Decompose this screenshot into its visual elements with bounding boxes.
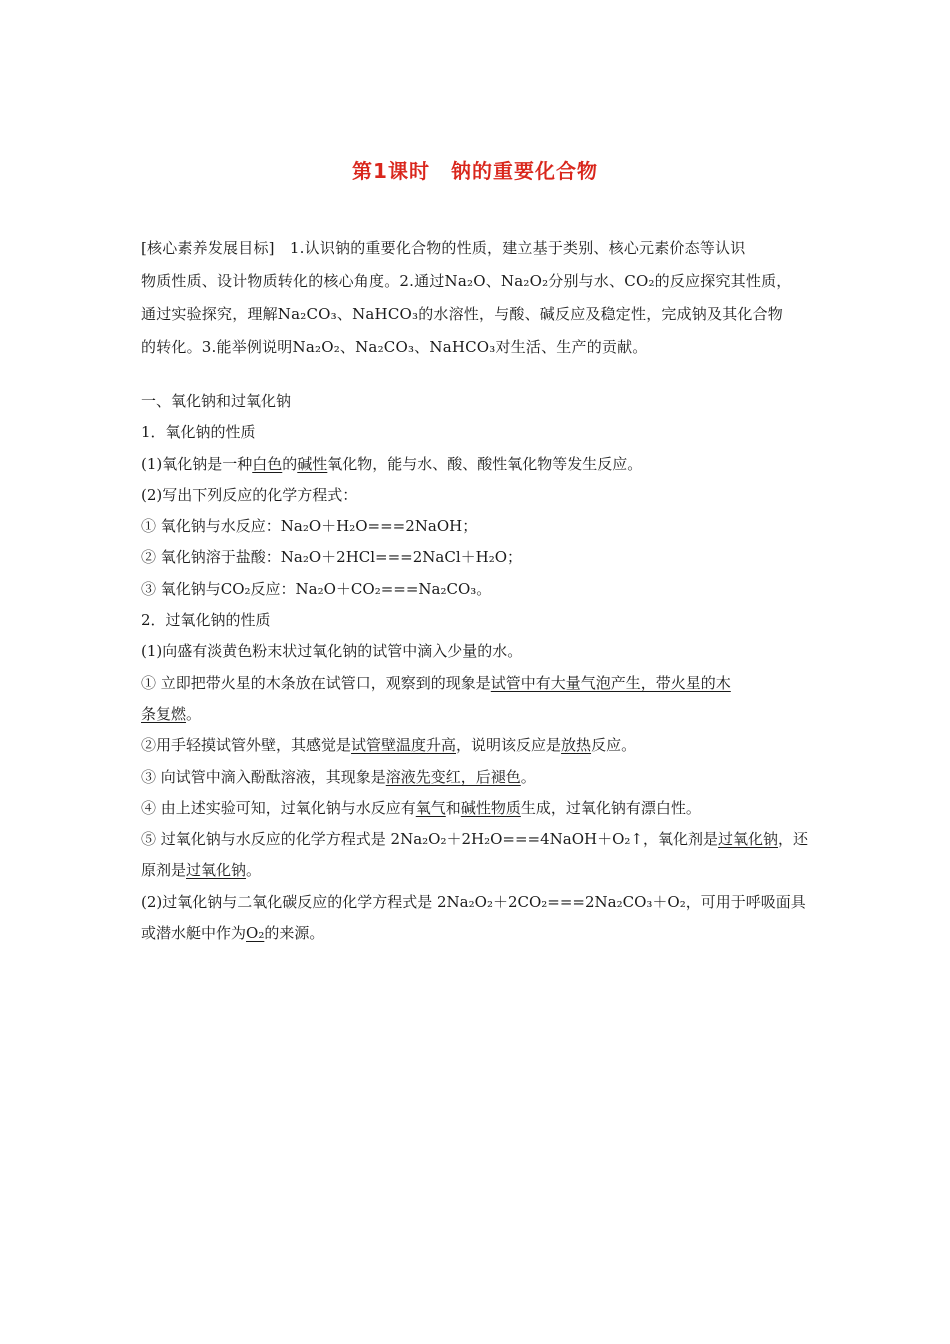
paragraph — [141, 762, 817, 793]
page-title: 第1课时 钠的重要化合物 — [352, 159, 598, 183]
text: (1)氧化钠是一种 — [141, 454, 253, 473]
intro-line: [核心素养发展目标] 1.认识钠的重要化合物的性质，建立基于类别、核心元素价态等认识 — [141, 239, 746, 257]
text: ②用手轻摸试管外壁，其感觉是 — [141, 736, 352, 755]
equation: ② 氧化钠溶于盐酸：Na₂O＋2HCl===2NaCl＋H₂O； — [141, 548, 523, 567]
answer-blank: O₂ — [246, 924, 265, 943]
text: 的 — [282, 454, 298, 473]
text: 氧化物，能与水、酸、酸性氧化物等发生反应。 — [327, 454, 643, 473]
text: 。 — [520, 767, 536, 786]
paragraph — [141, 793, 817, 824]
subsection-heading: 1．氧化钠的性质 — [141, 423, 256, 442]
text: 原剂是 — [141, 861, 187, 880]
answer-blank: 碱性物质 — [460, 798, 521, 817]
text: ① 立即把带火星的木条放在试管口，观察到的现象是 — [141, 673, 491, 692]
answer-blank: 试管壁温度升高 — [351, 736, 457, 755]
answer-blank: 碱性 — [297, 454, 328, 473]
paragraph: (2)过氧化钠与二氧化碳反应的化学方程式是 2Na₂O₂＋2CO₂===2Na₂CO₃＋O₂，可用于呼吸面具 — [141, 892, 806, 911]
text: 。 — [246, 861, 262, 880]
paragraph — [141, 730, 817, 761]
paragraph: (2)写出下列反应的化学方程式： — [141, 485, 358, 504]
section-heading: 一、氧化钠和过氧化钠 — [141, 392, 292, 410]
text: 反应。 — [591, 736, 637, 755]
text: 和 — [445, 798, 461, 817]
answer-blank: 过氧化钠 — [717, 830, 778, 849]
answer-blank: 放热 — [561, 736, 592, 755]
text: ，说明该反应是 — [456, 736, 562, 755]
text: ⑤ 过氧化钠与水反应的化学方程式是 2Na₂O₂＋2H₂O===4NaOH＋O₂↑，氧化剂是 — [141, 830, 718, 849]
answer-blank: 白色 — [252, 454, 283, 473]
answer-blank: 溶液先变红，后褪色 — [385, 767, 521, 786]
core-literacy-goals — [141, 232, 817, 364]
section-sodium-oxides — [141, 386, 817, 949]
paragraph — [141, 699, 817, 730]
text: ，还 — [778, 830, 809, 849]
intro-line: 通过实验探究，理解Na₂CO₃、NaHCO₃的水溶性，与酸、碱反应及稳定性，完成钠及其化合物 — [141, 305, 784, 323]
paragraph — [141, 918, 817, 949]
text: 或潜水艇中作为 — [141, 924, 247, 943]
paragraph — [141, 668, 817, 699]
text: 。 — [186, 704, 202, 723]
answer-blank: 氧气 — [415, 798, 446, 817]
paragraph — [141, 824, 817, 855]
text: ③ 向试管中滴入酚酞溶液，其现象是 — [141, 767, 386, 786]
subsection-heading: 2．过氧化钠的性质 — [141, 611, 271, 630]
answer-blank: 试管中有大量气泡产生，带火星的木 — [490, 673, 731, 692]
answer-blank: 过氧化钠 — [186, 861, 247, 880]
intro-line: 物质性质、设计物质转化的核心角度。2.通过Na₂O、Na₂O₂分别与水、CO₂的反应探究其性质， — [141, 272, 792, 290]
paragraph: (1)向盛有淡黄色粉末状过氧化钠的试管中滴入少量的水。 — [141, 642, 523, 661]
intro-line: 的转化。3.能举例说明Na₂O₂、Na₂CO₃、NaHCO₃对生活、生产的贡献。 — [141, 338, 648, 356]
text: 的来源。 — [264, 924, 325, 943]
text: 生成，过氧化钠有漂白性。 — [520, 798, 701, 817]
paragraph — [141, 449, 817, 480]
paragraph — [141, 855, 817, 886]
equation: ③ 氧化钠与CO₂反应：Na₂O＋CO₂===Na₂CO₃。 — [141, 579, 492, 598]
answer-blank: 条复燃 — [141, 704, 187, 723]
text: ④ 由上述实验可知，过氧化钠与水反应有 — [141, 798, 416, 817]
equation: ① 氧化钠与水反应：Na₂O＋H₂O===2NaOH； — [141, 517, 478, 536]
